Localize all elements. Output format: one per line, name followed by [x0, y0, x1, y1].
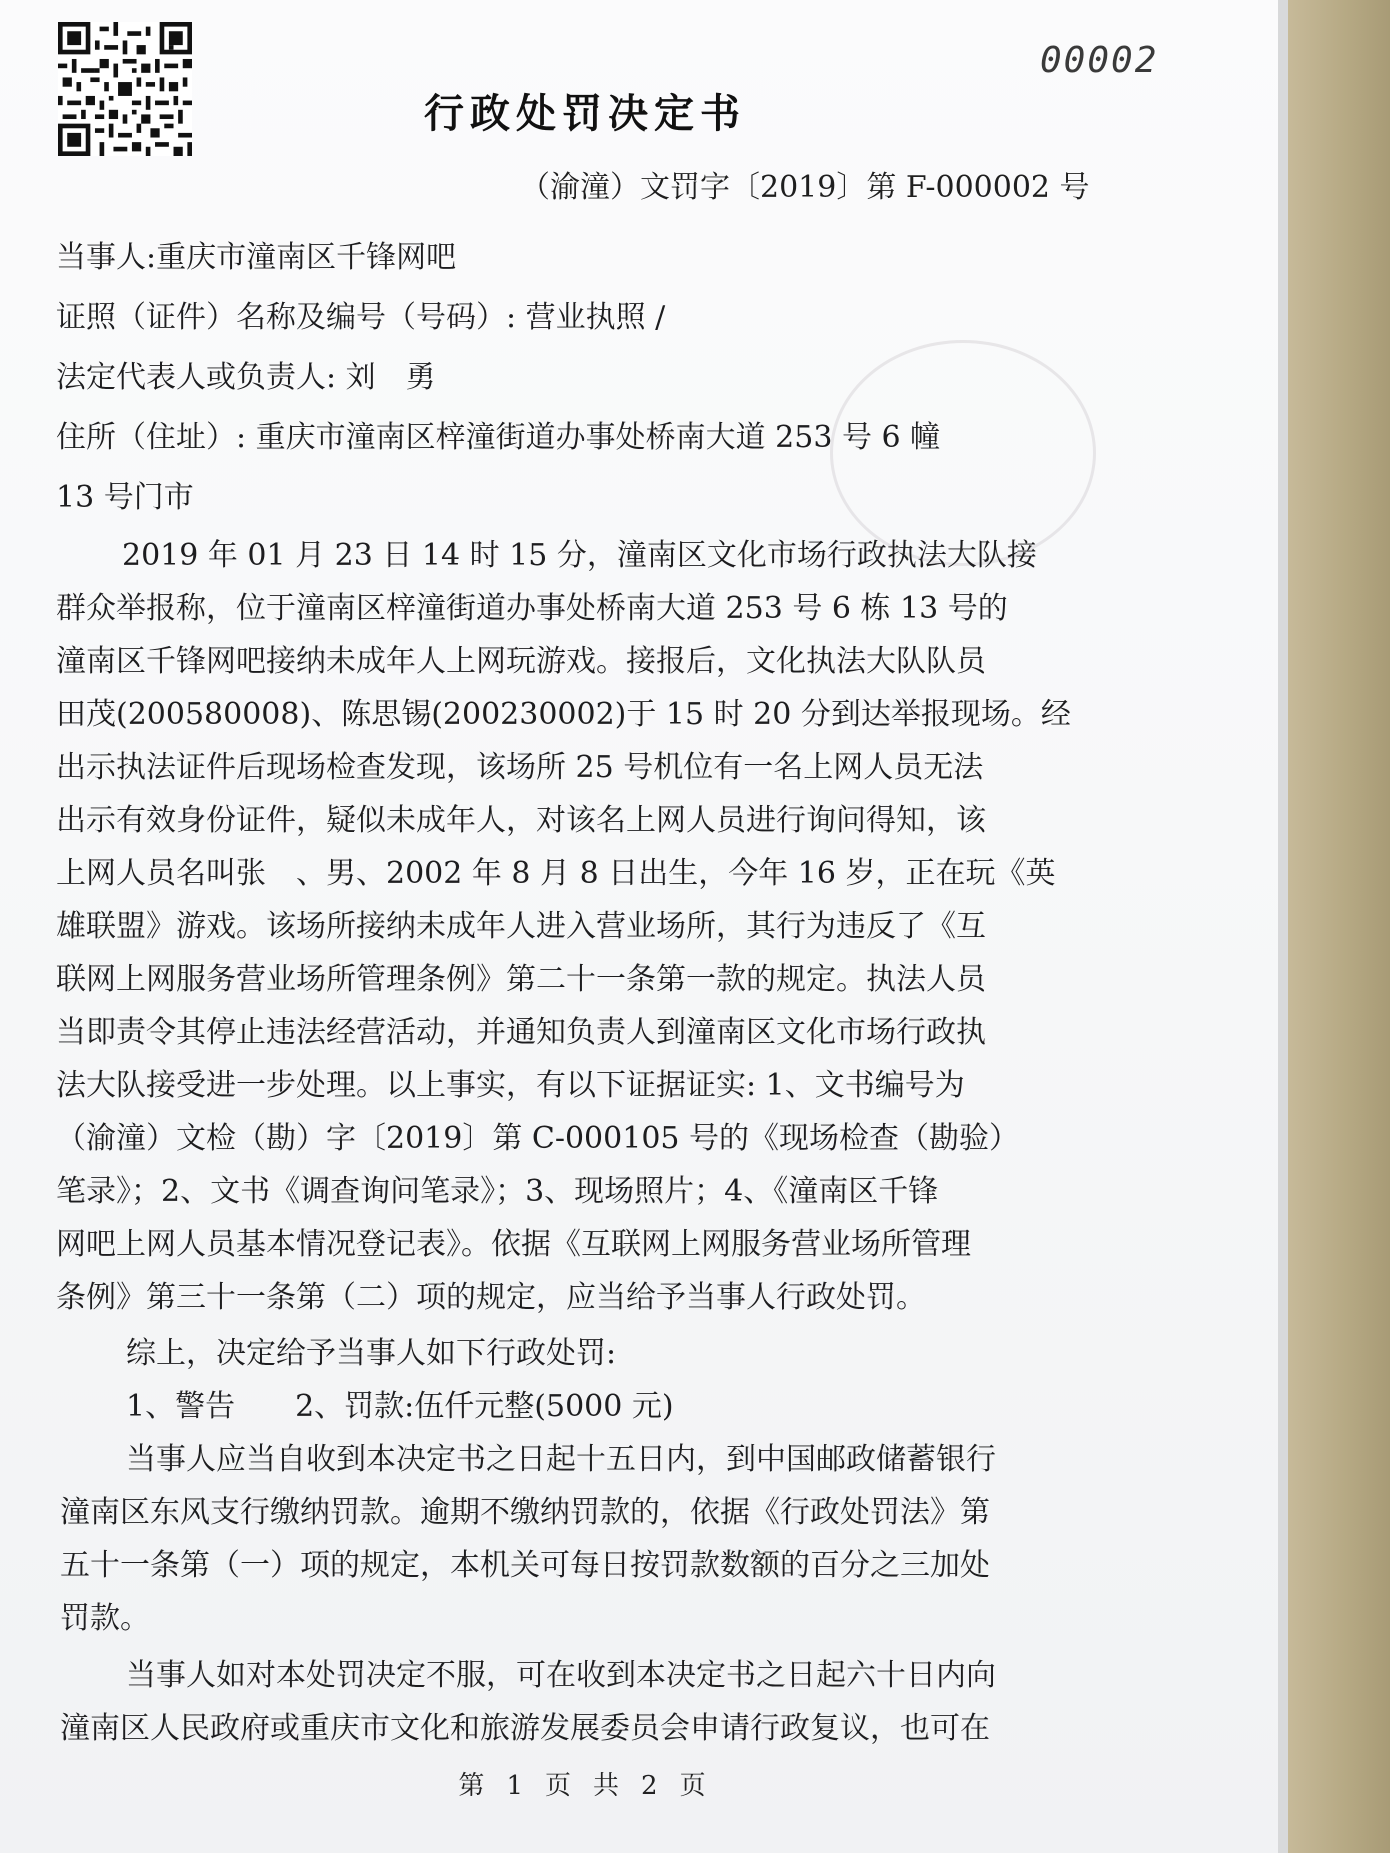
body-line: 笔录》；2、文书《调查询问笔录》；3、现场照片；4、《潼南区千锋 [56, 1174, 939, 1209]
payment-line: 罚款。 [60, 1601, 150, 1636]
document-number: （渝潼）文罚字〔2019〕第 F-000002 号 [520, 170, 1090, 205]
representative-line: 法定代表人或负责人: 刘 勇 [56, 360, 436, 395]
body-line: 条例》第三十一条第（二）项的规定，应当给予当事人行政处罚。 [56, 1280, 926, 1315]
body-line: 2019 年 01 月 23 日 14 时 15 分，潼南区文化市场行政执法大队接 [122, 538, 1037, 573]
decision-intro: 综上，决定给予当事人如下行政处罚: [126, 1336, 617, 1371]
total-page-number: 2 [641, 1771, 664, 1801]
footer-label: 页 [679, 1771, 712, 1801]
footer-label: 第 [458, 1771, 491, 1801]
party-line: 当事人:重庆市潼南区千锋网吧 [56, 240, 457, 275]
footer-label: 共 [593, 1771, 626, 1801]
footer-label: 页 [544, 1771, 577, 1801]
body-line: 田茂(200580008)、陈思锡(200230002)于 15 时 20 分到达举报现场。经 [56, 697, 1071, 732]
body-line: 当即责令其停止违法经营活动，并通知负责人到潼南区文化市场行政执 [56, 1015, 986, 1050]
body-line: 网吧上网人员基本情况登记表》。依据《互联网上网服务营业场所管理 [56, 1227, 971, 1262]
appeal-line: 当事人如对本处罚决定不服，可在收到本决定书之日起六十日内向 [126, 1658, 996, 1693]
body-line: 上网人员名叫张 、男、2002 年 8 月 8 日出生，今年 16 岁，正在玩《英 [56, 856, 1056, 891]
license-line: 证照（证件）名称及编号（号码）: 营业执照 / [56, 300, 666, 335]
address-line-1: 住所（住址）: 重庆市潼南区梓潼街道办事处桥南大道 253 号 6 幢 [56, 420, 941, 455]
penalty-list: 1、警告 2、罚款:伍仟元整(5000 元) [126, 1389, 674, 1424]
desk-background [1280, 0, 1390, 1853]
payment-line: 潼南区东风支行缴纳罚款。逾期不缴纳罚款的，依据《行政处罚法》第 [60, 1495, 990, 1530]
body-line: 法大队接受进一步处理。以上事实，有以下证据证实: 1、文书编号为 [56, 1068, 965, 1103]
current-page-number: 1 [506, 1771, 529, 1801]
body-line: 出示有效身份证件，疑似未成年人，对该名上网人员进行询问得知，该 [56, 803, 986, 838]
body-line: 潼南区千锋网吧接纳未成年人上网玩游戏。接报后，文化执法大队队员 [56, 644, 986, 679]
document-title: 行政处罚决定书 [424, 91, 746, 137]
body-line: 出示执法证件后现场检查发现，该场所 25 号机位有一名上网人员无法 [56, 750, 984, 785]
page-footer [0, 1765, 1170, 1802]
body-line: 雄联盟》游戏。该场所接纳未成年人进入营业场所，其行为违反了《互 [56, 909, 986, 944]
body-line: （渝潼）文检（勘）字〔2019〕第 C-000105 号的《现场检查（勘验） [56, 1121, 1020, 1156]
serial-number: 00002 [1040, 40, 1159, 81]
payment-line: 当事人应当自收到本决定书之日起十五日内，到中国邮政储蓄银行 [126, 1442, 996, 1477]
body-line: 群众举报称，位于潼南区梓潼街道办事处桥南大道 253 号 6 栋 13 号的 [56, 591, 1008, 626]
body-line: 联网上网服务营业场所管理条例》第二十一条第一款的规定。执法人员 [56, 962, 986, 997]
payment-line: 五十一条第（一）项的规定，本机关可每日按罚款数额的百分之三加处 [60, 1548, 990, 1583]
appeal-line: 潼南区人民政府或重庆市文化和旅游发展委员会申请行政复议，也可在 [60, 1711, 990, 1746]
address-line-2: 13 号门市 [56, 480, 194, 515]
